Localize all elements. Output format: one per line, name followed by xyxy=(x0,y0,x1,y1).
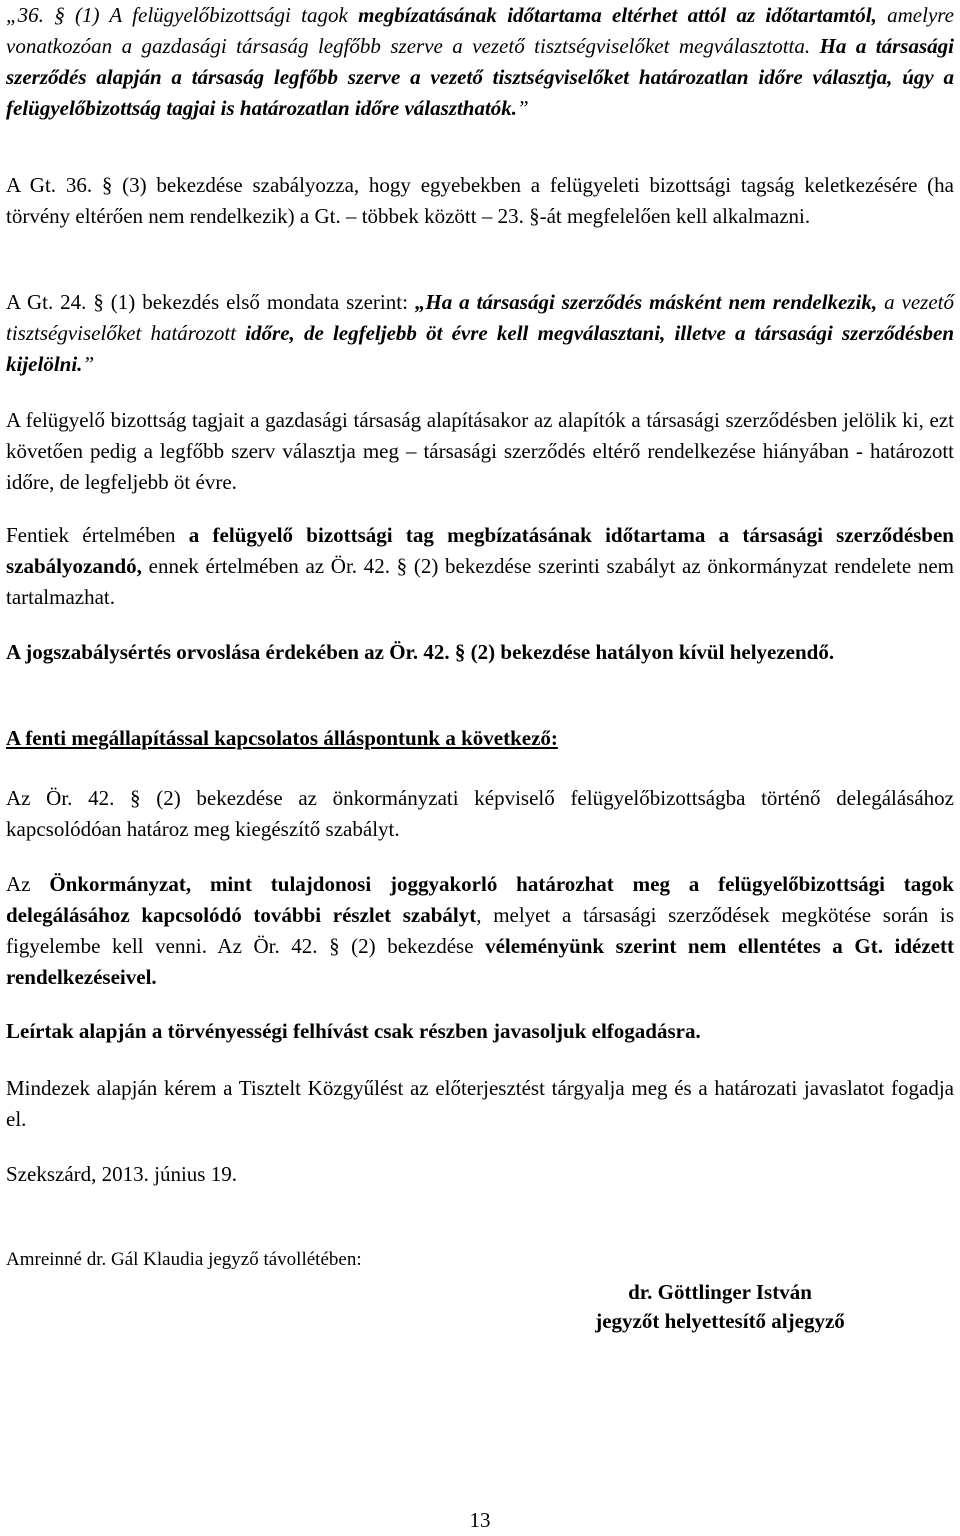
paragraph-or-42: Az Ör. 42. § (2) bekezdése az önkormányzati képviselő felügyelőbizottságba történő delegálásához kapcsolódóan határoz meg kiegészítő szabályt. xyxy=(6,786,954,841)
paragraph-gt-36-3: A Gt. 36. § (3) bekezdése szabályozza, hogy egyebekben a felügyeleti bizottsági tagság keletkezésére (ha törvény eltérően nem rendelkezik) a Gt. – többek között – 23. §-át megfelelően kell alkalmazni. xyxy=(6,173,954,228)
paragraph-remedy: A jogszabálysértés orvoslása érdekében az Ör. 42. § (2) bekezdése hatályon kívül helyezendő. xyxy=(6,640,835,664)
signature-name: dr. Göttlinger István xyxy=(628,1280,812,1304)
paragraph-board-members: A felügyelő bizottság tagjait a gazdasági társaság alapításakor az alapítók a társasági szerződésben jelölik ki, ezt követően pedig a legfőbb szerv választja meg – társasági szerződés eltérő rendelkezése hiányában - határozott időre, de legfeljebb öt évre. xyxy=(6,408,954,494)
quote-gt-36: „36. § (1) A felügyelőbizottsági tagok megbízatásának időtartama eltérhet attól az időtartamtól, amelyre vonatkozóan a gazdasági társaság legfőbb szerve a vezető tisztségviselőket megválasztotta. Ha a társasági szerződés alapján a társaság legfőbb szerve a vezető tisztségviselőket határozatlan időre választja, úgy a felügyelőbizottság tagjai is határozatlan időre választhatók.” xyxy=(6,3,954,120)
page-number: 13 xyxy=(469,1508,491,1532)
paragraph-recommendation: Leírtak alapján a törvényességi felhívást csak részben javasoljuk elfogadásra. xyxy=(6,1019,701,1043)
absence-note: Amreinné dr. Gál Klaudia jegyző távollétében: xyxy=(6,1249,362,1270)
signature-title: jegyzőt helyettesítő aljegyző xyxy=(595,1309,845,1333)
section-heading: A fenti megállapítással kapcsolatos álláspontunk a következő: xyxy=(6,726,558,750)
paragraph-request: Mindezek alapján kérem a Tisztelt Közgyűlést az előterjesztést tárgyalja meg és a határozati javaslatot fogadja el. xyxy=(6,1076,954,1131)
place-date: Szekszárd, 2013. június 19. xyxy=(6,1162,237,1186)
paragraph-position: Az Önkormányzat, mint tulajdonosi joggyakorló határozhat meg a felügyelőbizottsági tagok delegálásához kapcsolódó további részlet szabályt, melyet a társasági szerződések megkötése során is figyelembe kell venni. Az Ör. 42. § (2) bekezdése véleményünk szerint nem ellentétes a Gt. idézett rendelkezéseivel. xyxy=(6,872,954,989)
paragraph-gt-24: A Gt. 24. § (1) bekezdés első mondata szerint: „Ha a társasági szerződés másként nem rendelkezik, a vezető tisztségviselőket határozott időre, de legfeljebb öt évre kell megválasztani, illetve a társasági szerződésben kijelölni.” xyxy=(6,290,954,376)
paragraph-conclusion: Fentiek értelmében a felügyelő bizottsági tag megbízatásának időtartama a társasági szerződésben szabályozandó, ennek értelmében az Ör. 42. § (2) bekezdése szerinti szabályt az önkormányzat rendelete nem tartalmazhat. xyxy=(6,523,954,609)
